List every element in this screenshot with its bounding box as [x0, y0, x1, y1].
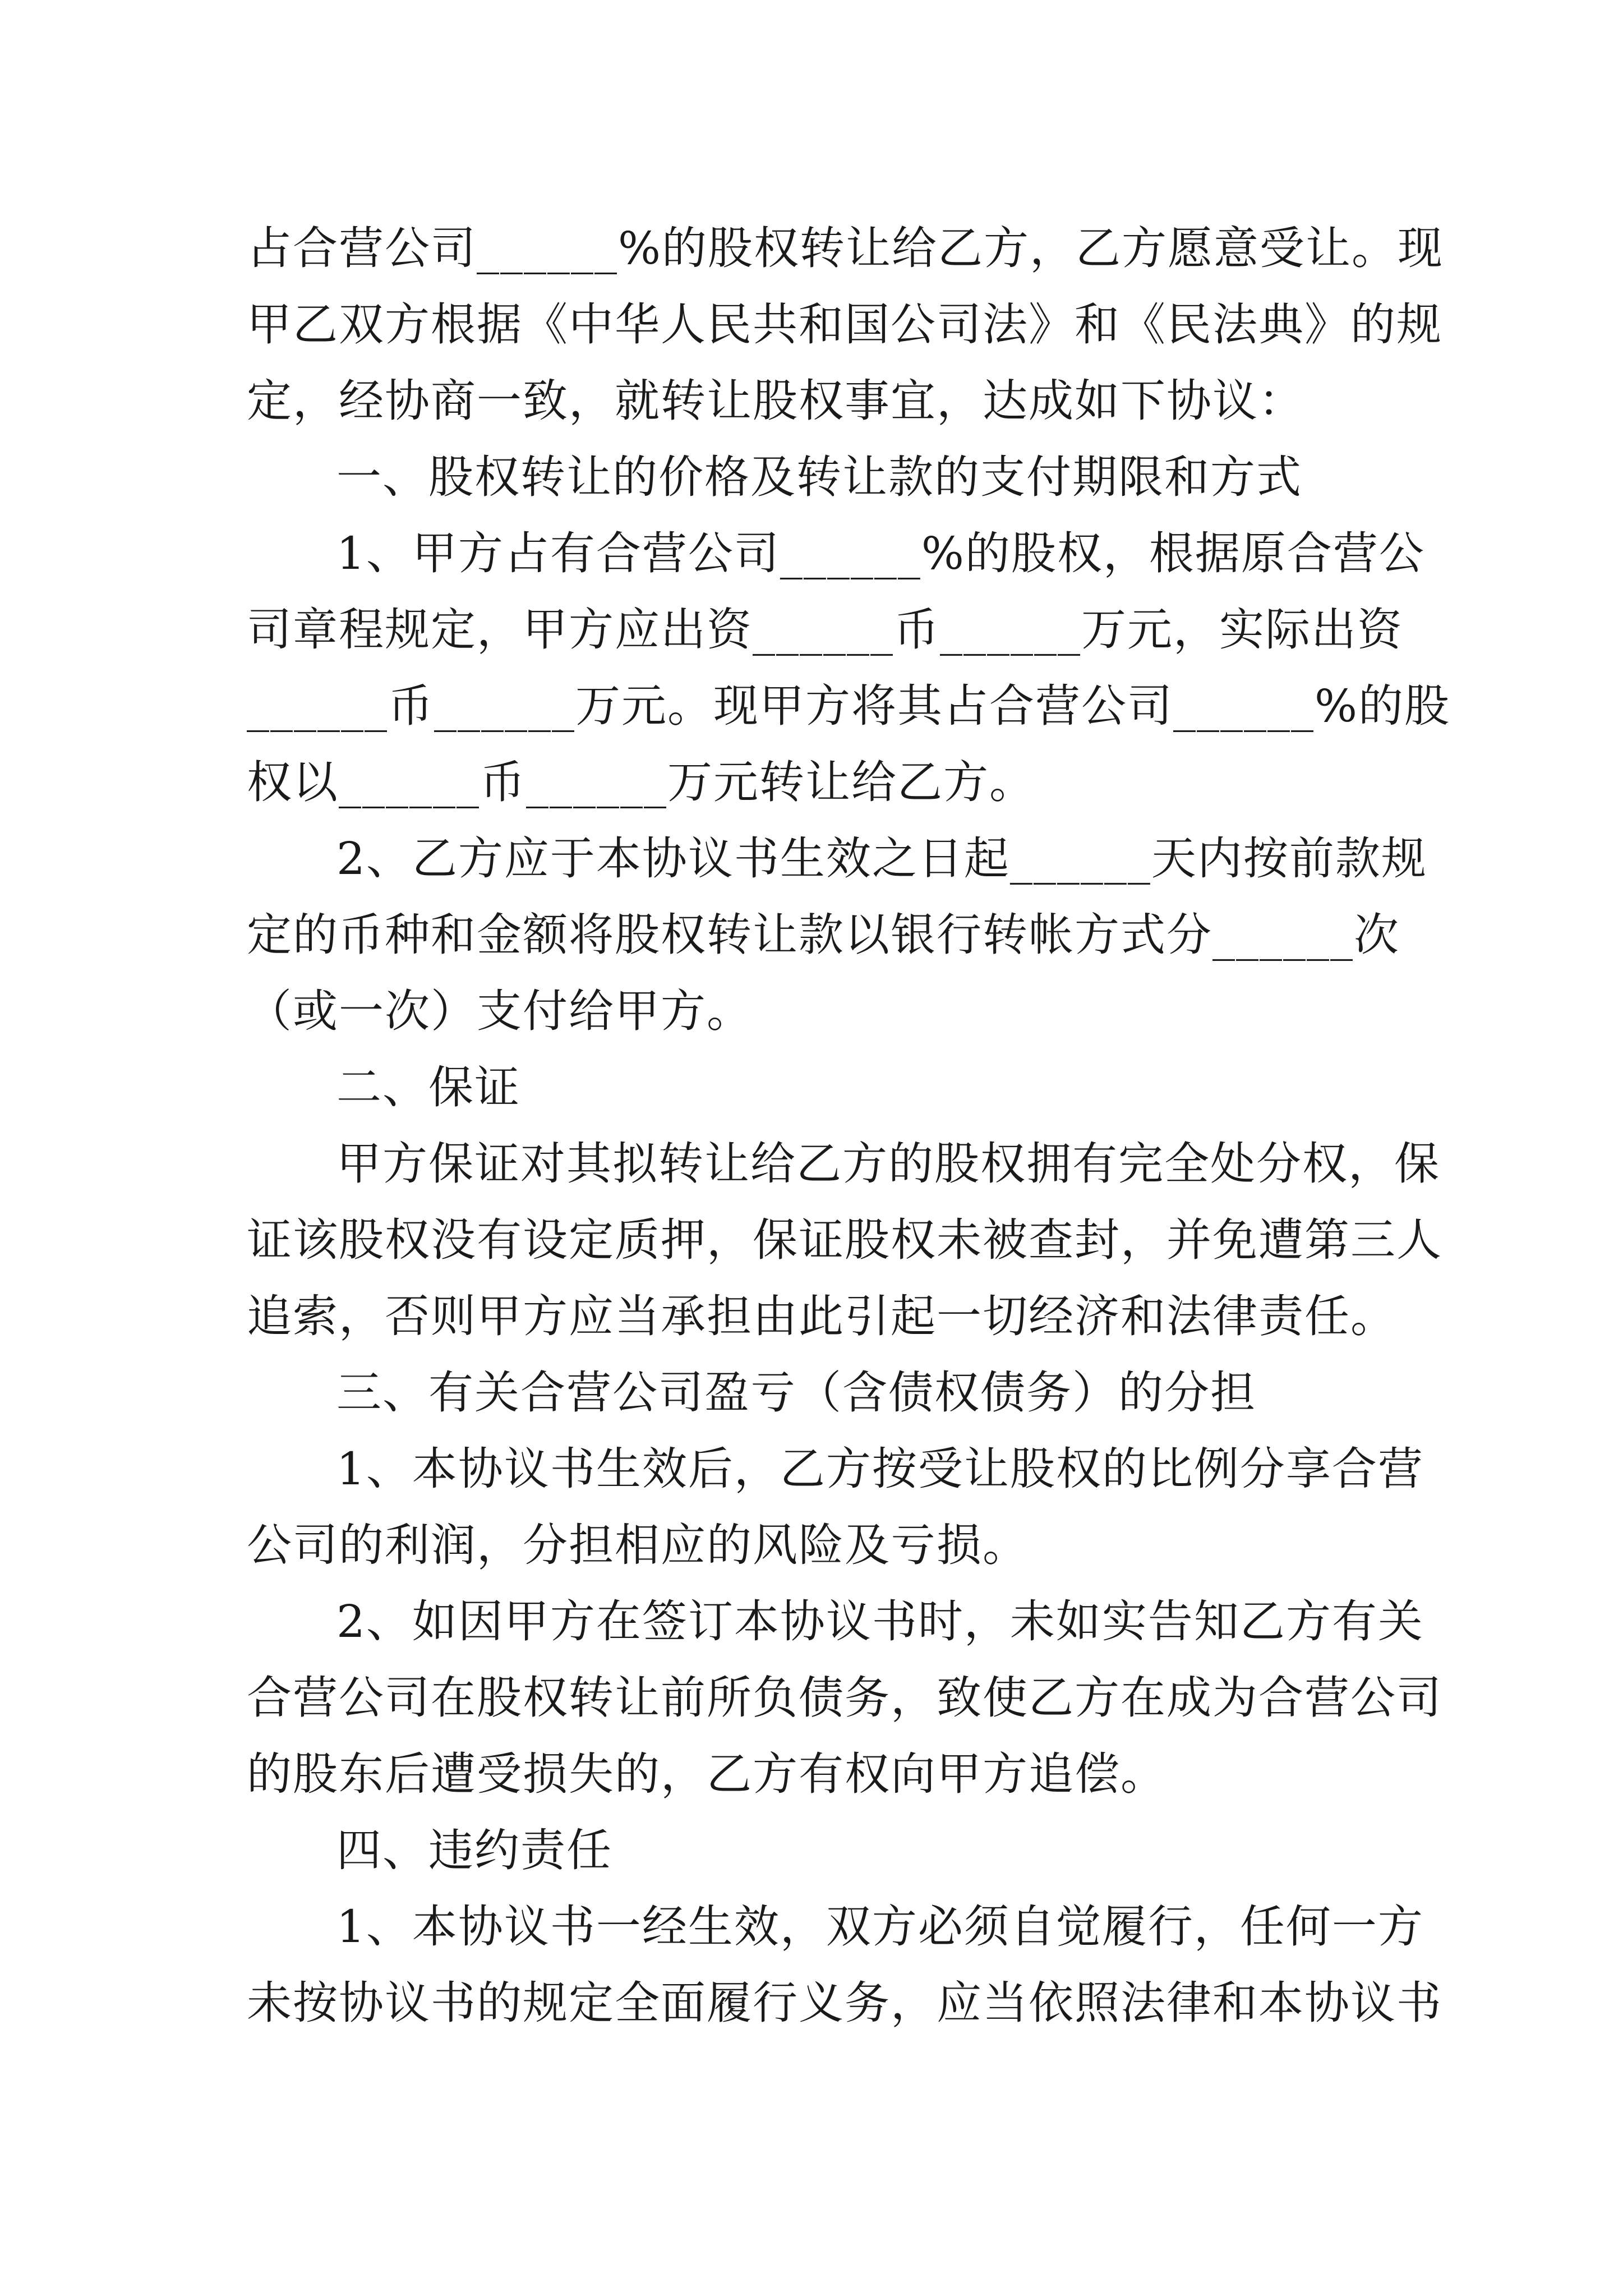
paragraph-preamble: [247, 210, 1444, 439]
text-line: 合营公司在股权转让前所负债务，致使乙方在成为合营公司: [247, 1672, 1442, 1724]
text-line: 甲乙双方根据《中华人民共和国公司法》和《民法典》的规: [247, 298, 1442, 351]
clause-1-1: [247, 516, 1451, 821]
text-line: 公司的利润，分担相应的风险及亏损。: [247, 1519, 1029, 1571]
clause-1-2: [247, 821, 1427, 1050]
text-line: 2、如因甲方在签订本协议书时，未如实告知乙方有关: [336, 1595, 1424, 1648]
text-line: 定，经协商一致，就转让股权事宜，达成如下协议：: [247, 375, 1304, 427]
text-line: 2、乙方应于本协议书生效之日起______天内按前款规: [336, 832, 1427, 885]
clause-2: [247, 1126, 1442, 1355]
text-line: 1、甲方占有合营公司______%的股权，根据原合营公: [336, 527, 1425, 579]
text-line: 未按协议书的规定全面履行义务，应当依照法律和本协议书: [247, 1977, 1442, 2029]
document-body: [247, 210, 1451, 2041]
text-line: 1、本协议书一经生效，双方必须自觉履行，任何一方: [336, 1901, 1424, 1953]
section-heading-1: [247, 439, 1391, 516]
text-line: 司章程规定，甲方应出资______币______万元，实际出资: [247, 604, 1403, 656]
text-line: ______币______万元。现甲方将其占合营公司______%的股: [247, 680, 1451, 732]
section-heading-2: [247, 1050, 1391, 1126]
text-line: 追索，否则甲方应当承担由此引起一切经济和法律责任。: [247, 1290, 1396, 1342]
text-line: （或一次）支付给甲方。: [247, 985, 753, 1037]
text-line: 占合营公司______%的股权转让给乙方，乙方愿意受让。现: [247, 222, 1444, 274]
heading-text: 三、有关合营公司盈亏（含债权债务）的分担: [336, 1366, 1256, 1419]
clause-4-1: [247, 1889, 1442, 2041]
text-line: 的股东后遭受损失的，乙方有权向甲方追偿。: [247, 1748, 1166, 1800]
section-heading-3: [247, 1355, 1391, 1431]
heading-text: 一、股权转让的价格及转让款的支付期限和方式: [336, 451, 1302, 503]
heading-text: 四、违约责任: [336, 1824, 612, 1876]
text-line: 1、本协议书生效后，乙方按受让股权的比例分享合营: [336, 1443, 1424, 1495]
text-line: 甲方保证对其拟转让给乙方的股权拥有完全处分权，保: [336, 1138, 1440, 1190]
text-line: 证该股权没有设定质押，保证股权未被查封，并免遭第三人: [247, 1214, 1442, 1266]
clause-3-2: [247, 1584, 1442, 1812]
heading-text: 二、保证: [336, 1061, 520, 1114]
text-line: 定的币种和金额将股权转让款以银行转帐方式分______次: [247, 909, 1400, 961]
section-heading-4: [247, 1812, 1391, 1889]
clause-3-1: [247, 1431, 1424, 1584]
text-line: 权以______币______万元转让给乙方。: [247, 756, 1035, 808]
